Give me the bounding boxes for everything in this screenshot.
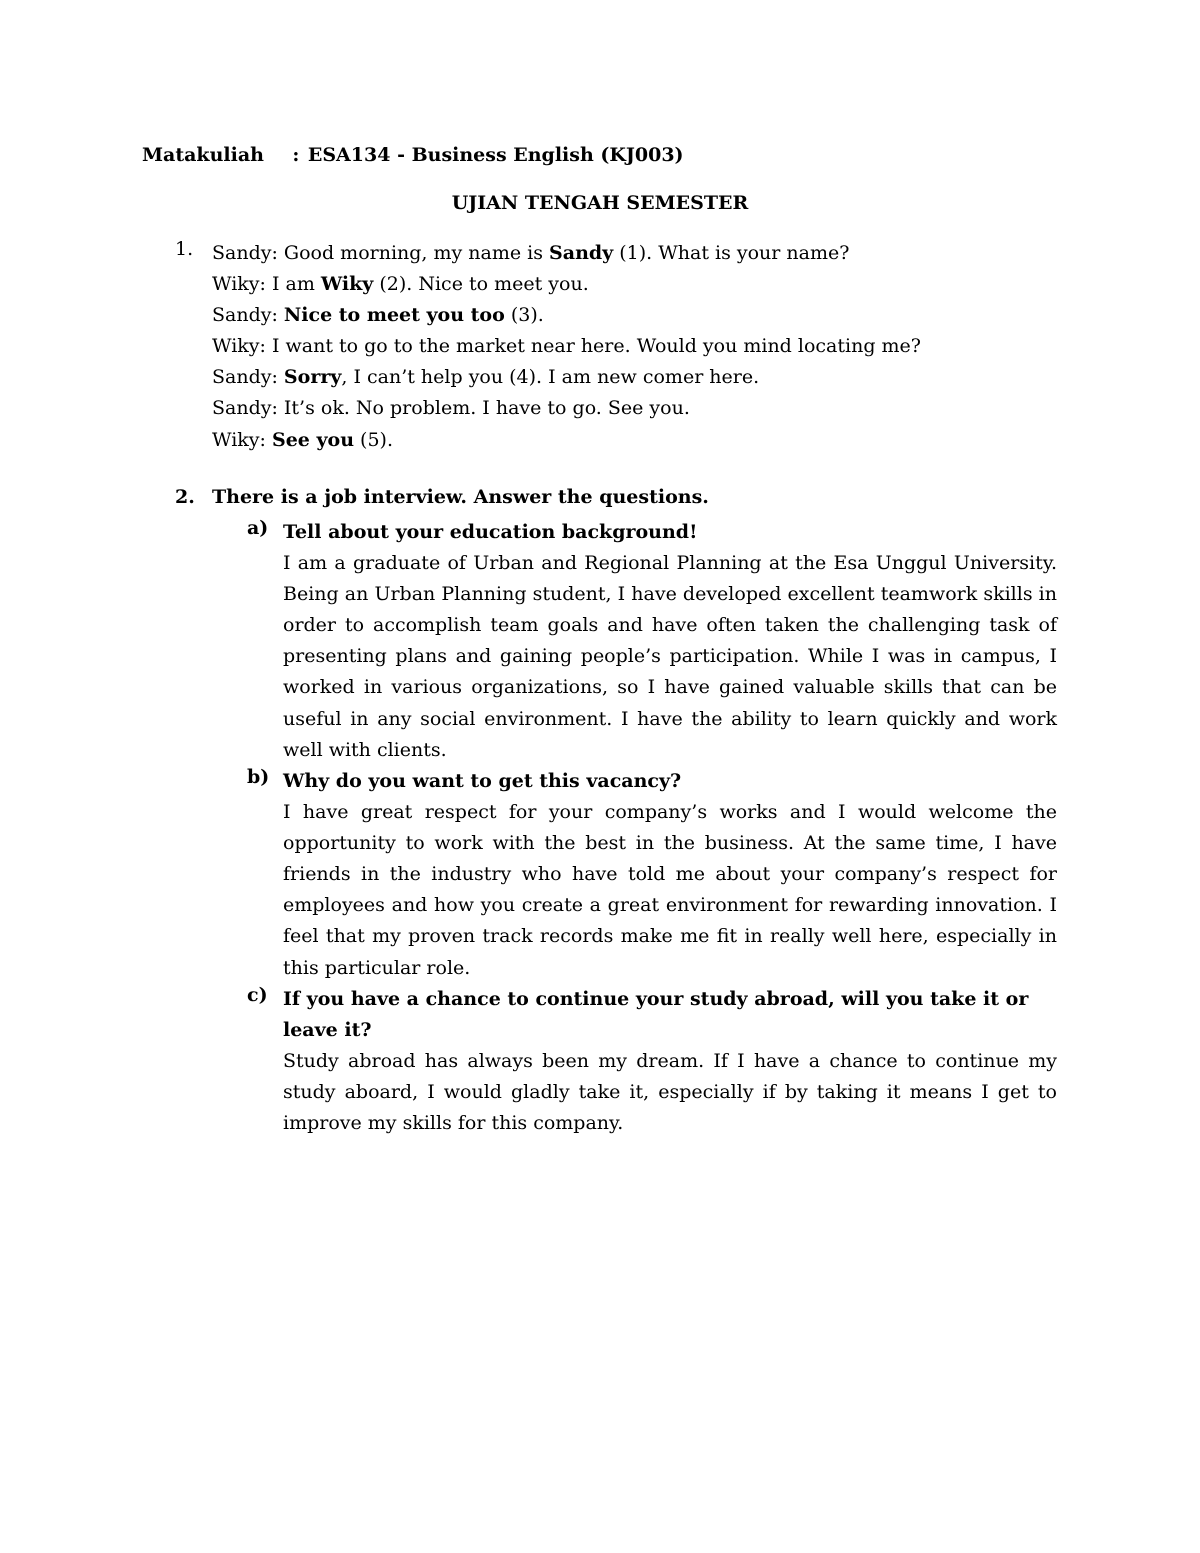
dialogue-text: Sandy:	[212, 366, 284, 389]
part-a-label: a)	[247, 517, 269, 539]
dialogue-text: , I can’t help you (4). I am new comer here.	[341, 366, 760, 389]
dialogue-answer: See you	[271, 428, 355, 451]
part-a-answer: I am a graduate of Urban and Regional Planning at the Esa Unggul University. Being an Urban Planning student, I have developed excellent teamwork skills in order to accomplish team goals and have often taken the challenging task of presenting plans and gaining people’s participation. While I was in campus, I worked in various organizations, so I have gained valuable skills that can be useful in any social environment. I have the ability to learn quickly and work well with clients.	[283, 552, 1057, 761]
part-a-question: Tell about your education background!	[283, 521, 698, 543]
part-b-label: b)	[247, 766, 270, 788]
dialogue-line	[212, 393, 921, 424]
question-1-dialogue	[212, 238, 921, 456]
dialogue-text: Wiky: I am	[212, 273, 321, 296]
dialogue-text: Wiky: I want to go to the market near here. Would you mind locating me?	[212, 335, 921, 358]
dialogue-line	[212, 269, 921, 300]
dialogue-text: Sandy:	[212, 304, 284, 327]
part-b-block	[283, 766, 1057, 984]
part-c-question: If you have a chance to continue your study abroad, will you take it or leave it?	[283, 988, 1029, 1042]
dialogue-text: Sandy: It’s ok. No problem. I have to go. See you.	[212, 397, 690, 420]
dialogue-line	[212, 238, 921, 269]
course-label: Matakuliah	[142, 144, 264, 166]
dialogue-line	[212, 331, 921, 362]
dialogue-answer: Nice to meet you too	[283, 304, 505, 327]
dialogue-text: Wiky:	[212, 428, 272, 451]
question-2-title: There is a job interview. Answer the questions.	[212, 486, 709, 508]
dialogue-line	[212, 362, 921, 393]
course-name: ESA134 - Business English (KJ003)	[307, 144, 684, 166]
dialogue-line	[212, 425, 921, 456]
course-header	[142, 144, 684, 166]
part-c-label: c)	[247, 984, 268, 1006]
part-c-answer: Study abroad has always been my dream. If I have a chance to continue my study aboard, I would gladly take it, especially if by taking it means I get to improve my skills for this company.	[283, 1050, 1057, 1135]
question-1-number: 1.	[175, 238, 194, 260]
dialogue-answer: Wiky	[320, 273, 374, 296]
course-separator: :	[292, 144, 300, 166]
dialogue-text: (1). What is your name?	[613, 242, 850, 264]
part-c-block	[283, 984, 1057, 1139]
part-b-answer: I have great respect for your company’s works and I would welcome the opportunity to work with the best in the business. At the same time, I have friends in the industry who have told me about your company’s respect for employees and how you create a great environment for rewarding innovation. I feel that my proven track records make me fit in really well here, especially in this particular role.	[283, 801, 1057, 979]
dialogue-text: (3).	[504, 304, 544, 327]
exam-title: UJIAN TENGAH SEMESTER	[451, 192, 749, 214]
part-a-block	[283, 517, 1057, 766]
dialogue-answer: Sandy	[549, 242, 614, 264]
dialogue-text: Sandy: Good morning, my name is	[212, 242, 550, 264]
question-2-number: 2.	[175, 486, 195, 508]
dialogue-answer: Sorry	[283, 366, 342, 389]
dialogue-line	[212, 300, 921, 331]
part-b-question: Why do you want to get this vacancy?	[283, 770, 682, 792]
dialogue-text: (5).	[354, 428, 394, 451]
dialogue-text: (2). Nice to meet you.	[373, 273, 589, 296]
